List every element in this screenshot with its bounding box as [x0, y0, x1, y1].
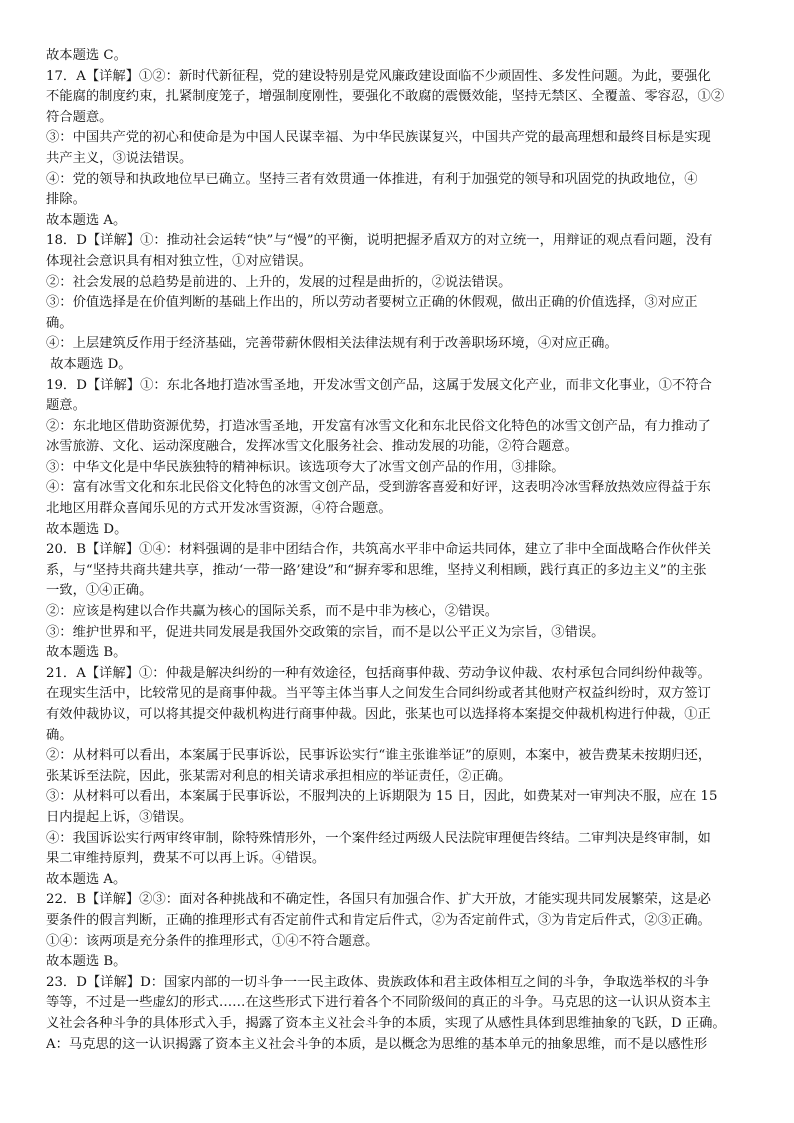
text-line: 有效仲裁协议，可以将其提交仲裁机构进行商事仲裁。因此，张某也可以选择将本案提交仲裁机构进行仲裁，①正	[46, 707, 711, 722]
text-line: 故本题选 A。	[46, 871, 127, 887]
text-line: 日内提起上诉，③错误。	[46, 809, 193, 825]
text-line: 确。	[46, 727, 73, 743]
text-line: ②：社会发展的总趋势是前进的、上升的，发展的过程是曲折的，②说法错误。	[46, 274, 512, 290]
text-line: 20．B【详解】①④：材料强调的是非中团结合作，共筑高水平非中命运共同体，建立了非中全面战略合作伙伴关	[46, 542, 711, 558]
text-line: 故本题选 B。	[46, 645, 127, 661]
text-line: 不能腐的制度约束，扎紧制度笼子，增强制度刚性，要强化不敢腐的震慑效能，坚持无禁区、全覆盖、零容忍，①②	[46, 89, 725, 105]
text-line: 要条件的假言判断，正确的推理形式有否定前件式和肯定后件式，②为否定前件式，③为肯定后件式，②③正确。	[46, 912, 711, 928]
text-line: 17．A【详解】①②：新时代新征程，党的建设特别是党风廉政建设面临不少顽固性、多发性问题。为此，要强化	[46, 68, 711, 84]
text-line: 共产主义，③说法错误。	[46, 150, 193, 166]
text-line: 符合题意。	[46, 109, 113, 125]
text-line: 故本题选 C。	[46, 48, 127, 63]
text-line: 22．B【详解】②③：面对各种挑战和不确定性，各国只有加强合作、扩大开放，才能实现共同发展繁荣，这是必	[46, 892, 711, 908]
text-line: 确。	[46, 315, 73, 331]
text-line: ②：从材料可以看出，本案属于民事诉讼，民事诉讼实行“谁主张谁举证”的原则，本案中，被告费某未按期归还，	[46, 748, 712, 764]
text-line: 张某诉至法院，因此，张某需对利息的相关请求承担相应的举证责任，②正确。	[46, 768, 512, 784]
text-line: ②：应该是构建以合作共赢为核心的国际关系，而不是中非为核心，②错误。	[46, 604, 499, 620]
text-line: 北地区用群众喜闻乐见的方式开发冰雪资源，④符合题意。	[46, 501, 392, 517]
text-line: 系，与“坚持共商共建共享，推动‘一带一路’建设”和“摒弃零和思维，坚持义利相顾，践行真正的多边主义”的主张	[46, 562, 707, 578]
text-line: ②：东北地区借助资源优势，打造冰雪圣地，开发富有冰雪文化和东北民俗文化特色的冰雪文创产品，有力推动了	[46, 418, 711, 434]
text-line: 故本题选 A。	[46, 212, 127, 228]
text-line: 冰雪旅游、文化、运动深度融合，发挥冰雪文化服务社会、推动发展的功能，②符合题意。	[46, 439, 578, 455]
text-line: 18．D【详解】①：推动社会运转“快”与“慢”的平衡，说明把握矛盾双方的对立统一，用辩证的观点看问题，没有	[46, 233, 713, 249]
text-line: 19．D【详解】①：东北各地打造冰雪圣地，开发冰雪文创产品，这属于发展文化产业，而非文化事业，①不符合	[46, 377, 712, 393]
text-line: ③：维护世界和平，促进共同发展是我国外交政策的宗旨，而不是以公平正义为宗旨，③错误。	[46, 624, 605, 640]
text-line: 21．A【详解】①：仲裁是解决纠纷的一种有效途径，包括商事仲裁、劳动争议仲裁、农村承包合同纠纷仲裁等。	[46, 665, 711, 681]
text-line: 23．D【详解】D：国家内部的一切斗争一一民主政体、贵族政体和君主政体相互之间的斗争，争取选举权的斗争	[46, 974, 710, 990]
text-line: ④：富有冰雪文化和东北民俗文化特色的冰雪文创产品，受到游客喜爱和好评，这表明冷冰雪释放热效应得益于东	[46, 480, 711, 496]
text-line: 故本题选 D。	[46, 356, 132, 372]
text-line: ③：中国共产党的初心和使命是为中国人民谋幸福、为中华民族谋复兴，中国共产党的最高理想和最终目标是实现	[46, 130, 711, 146]
text-line: 故本题选 D。	[46, 521, 128, 537]
text-line: A：马克思的这一认识揭露了资本主义社会斗争的本质，是以概念为思维的基本单元的抽象思维，而不是以感性形	[46, 1036, 708, 1052]
text-line: 题意。	[46, 398, 86, 414]
text-line: ④：党的领导和执政地位早已确立。坚持三者有效贯通一体推进，有利于加强党的领导和巩固党的执政地位，④	[46, 171, 698, 187]
text-line: 排除。	[46, 192, 86, 208]
text-line: ①④：该两项是充分条件的推理形式，①④不符合题意。	[46, 933, 379, 949]
text-line: ③：价值选择是在价值判断的基础上作出的，所以劳动者要树立正确的休假观，做出正确的价值选择，③对应正	[46, 295, 698, 311]
text-line: 一致，①④正确。	[46, 583, 153, 599]
text-line: 等等，不过是一些虚幻的形式……在这些形式下进行着各个不同阶级间的真正的斗争。马克思的这一认识从资本主	[46, 995, 711, 1011]
text-line: 果二审维持原判，费某不可以再上诉。④错误。	[46, 851, 326, 867]
text-line: 体现社会意识具有相对独立性，①对应错误。	[46, 253, 312, 269]
text-line: 义社会各种斗争的具体形式入手，揭露了资本主义社会斗争的本质，实现了从感性具体到思维抽象的飞跃，D 正确。	[46, 1015, 726, 1031]
text-line: 故本题选 B。	[46, 954, 127, 970]
text-line: ③：从材料可以看出，本案属于民事诉讼，不服判决的上诉期限为 15 日，因此，如费某对一审判决不服，应在 15	[46, 789, 718, 805]
text-line: ③：中华文化是中华民族独特的精神标识。该选项夸大了冰雪文创产品的作用，③排除。	[46, 459, 565, 475]
text-line: 在现实生活中，比较常见的是商事仲裁。当平等主体当事人之间发生合同纠纷或者其他财产权益纠纷时，双方签订	[46, 686, 711, 702]
text-line: ④：我国诉讼实行两审终审制，除特殊情形外，一个案件经过两级人民法院审理便告终结。二审判决是终审制，如	[46, 830, 711, 846]
text-line: ④：上层建筑反作用于经济基础，完善带薪休假相关法律法规有利于改善职场环境，④对应正确。	[46, 336, 618, 352]
